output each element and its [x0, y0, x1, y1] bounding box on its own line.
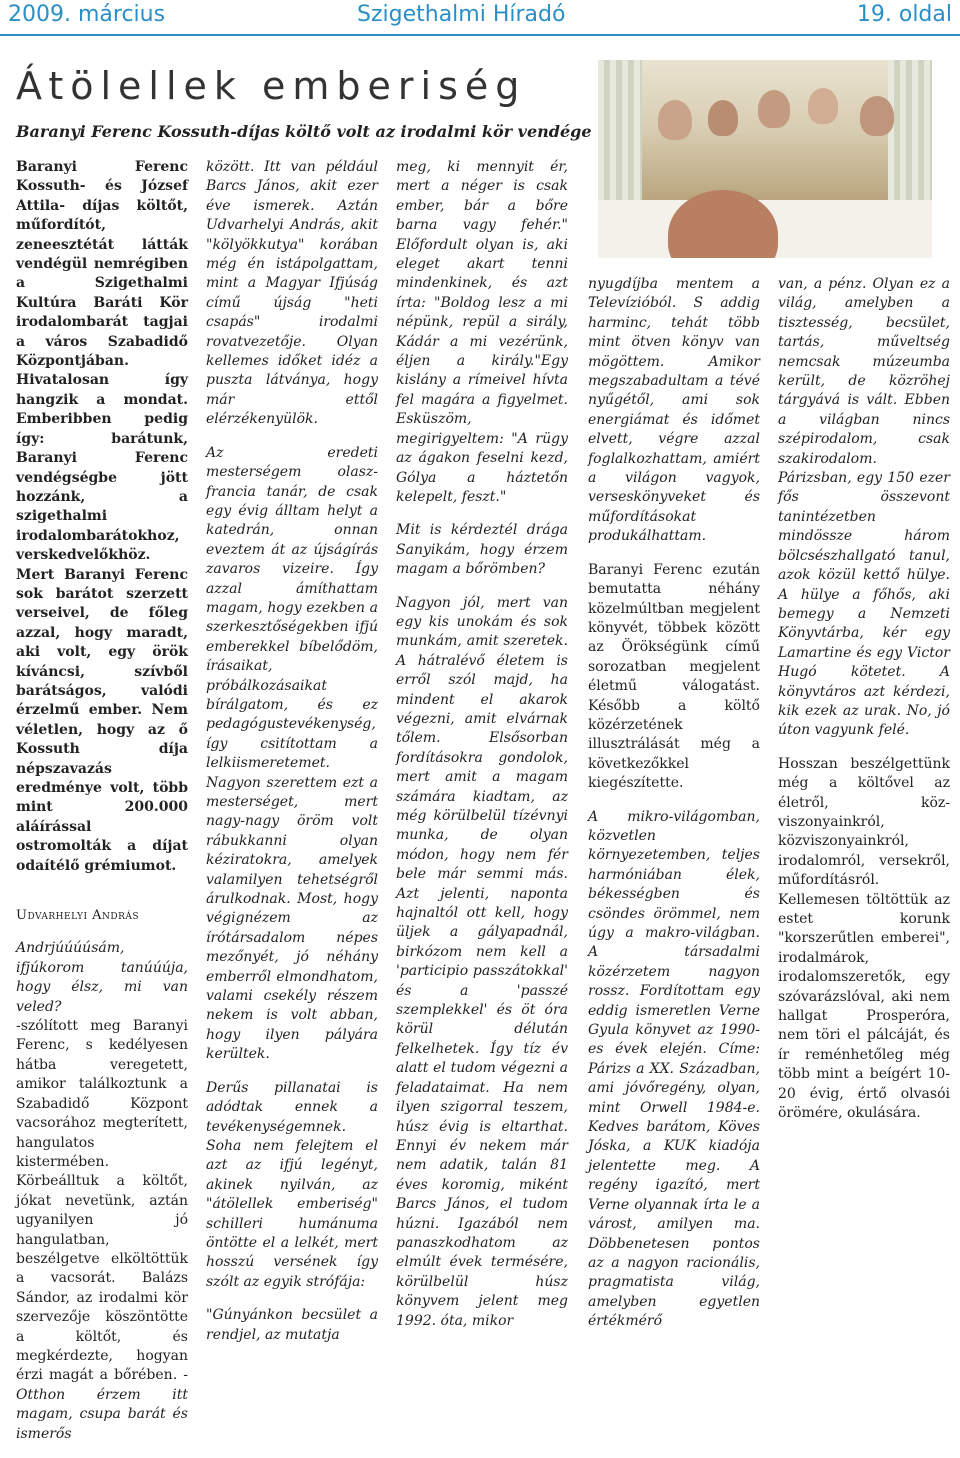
column-2	[206, 158, 378, 1359]
article-headline: Átölellek emberiség	[16, 64, 527, 108]
col2-paragraph-2: Az eredeti mesterségem olasz-francia tanár, de csak egy évig álltam helyt a katedrán, onnan eveztem át az újságírás zavaros vizeire. Így azzal ámíthattam magam, hogy ezekben a szerkesztőségekben ifjú emberekkel bíbelődöm, írásaikat, próbálkozásaikat bírálgatom, és ez pedagógustevékenység, így csitítottam a lelkiismeretemet. Nagyon szerettem ezt a mesterséget, mert nagy-nagy öröm volt rábukkanni olyan kéziratokra, amelyek valamilyen tehetségről árulkodnak. Most, hogy végignézem az írótársadalom népes mezőnyét, jó néhány emberről elmondhatom, valami csekély részem nekem is volt abban, hogy ilyen pályára kerültek.	[206, 444, 378, 1063]
col4-paragraph-3: A mikro-világomban, közvetlen környezetemben, teljes harmóniában élek, békességben és csöndes örömmel, nem úgy a makro-világban. A társadalmi közérzetem nagyon rossz. Fordítottam egy eddig ismeretlen Verne Gyula könyvet az 1990-es évek elején. Címe: Párizs a XX. Században, ami jóvőregény, olyan, mint Orwell 1984-e. Kedves barátom, Köves Jóska, a KUK kiadója jelentette meg. A regény igazító, mert Verne olyannak írta le a várost, amilyen ma. Döbbenetesen pontos az a nagyon racionális, pragmatista világ, amelyben egyetlen értékmérő	[588, 808, 760, 1330]
col2-paragraph-3: Derűs pillanatai is adódtak ennek a tevékenységemnek. Soha nem felejtem el azt az ifjú legényt, akinek nyilván, az "átölellek emberiség" schilleri humánuma öntötte el a lelkét, mert hosszú versének így szólt az egyik strófája:	[206, 1079, 378, 1290]
issue-date: 2009. március	[8, 2, 166, 27]
page-number: 19. oldal	[856, 2, 952, 27]
author-byline: Udvarhelyi András	[16, 908, 140, 924]
col2-paragraph-1: között. Itt van például Barcs János, akit ezer éve ismerek. Aztán Udvarhelyi András, akit "kölyökkutya" korában még én istápolgattam, mint a Magyar Ifjúság című újság "heti csapás" irodalmi rovatvezetője. Olyan kellemes időket idéz a puszta látványa, hogy már ettől elérzékenyülök.	[206, 159, 378, 428]
masthead	[0, 0, 960, 32]
col4-paragraph-2: Baranyi Ferenc ezután bemutatta néhány közelmúltban megjelent könyvét, többek között az Örökségünk című sorozatban megjelent életmű válogatást. Később a költő közérzetének illusztrálását még a következőkkel kiegészítette.	[588, 561, 760, 792]
publication-title: Szigethalmi Híradó	[357, 2, 566, 27]
column-1	[16, 158, 188, 1458]
column-4	[588, 275, 760, 1346]
col3-paragraph-2: Mit is kérdeztél drága Sanyikám, hogy érzem magam a bőrömben?	[396, 522, 568, 578]
lead-paragraph: Baranyi Ferenc Kossuth- és József Attila- díjas költőt, műfordítót, zeneesztétát látták vendégül nemrégiben a Szigethalmi Kultúra Baráti Kör irodalombarát tagjai a város Szabadidő Központjában. Hivatalosan így hangzik a mondat. Emberibben pedig így: barátunk, Baranyi Ferenc vendégségbe jött hozzánk, a szigethalmi irodalombarátokhoz, verskedvelőkhöz. Mert Baranyi Ferenc sok barátot szerzett verseivel, de főleg azzal, hogy maradt, aki volt, egy örök kíváncsi, szívből barátságos, valódi érzelmű ember. Nem véletlen, hogy az ő Kossuth díja népszavazás eredménye volt, több mint 200.000 aláírással ostromolták a díjat odaítélő grémiumot.	[16, 159, 188, 874]
group-photo-icon	[598, 60, 932, 258]
col1-text-body: -szólított meg Baranyi Ferenc, s kedélyesen hátba veregetett, amikor találkoztunk a Szabadidő Központ vacsorához megterített, hangulatos kistermében. Körbeálltuk a költőt, jókat nevetünk, aztán ugyanilyen jó hangulatban, beszélgetve elköltöttük a vacsorát. Balázs Sándor, az irodalmi kör szervezője köszöntötte a költőt, és megkérdezte, hogyan érzi magát a bőrében. -	[16, 1018, 188, 1384]
person-1	[658, 100, 692, 140]
column-5	[778, 275, 950, 1137]
col5-paragraph-1: van, a pénz. Olyan ez a világ, amelyben a tisztesség, becsület, tartás, műveltség nemcsak múzeumba került, de közröhej tárgyává is vált. Ebben a világban nincs szépirodalom, csak szakirodalom. Párizsban, egy 150 ezer fős összevont tanintézetben mindössze három bölcsészhallgató tanul, azok közül kettő hülye. A hülye a főhős, aki bemegy a Nemzeti Könyvtárba, kér egy Lamartine és egy Victor Hugó kötetet. A könyvtáros azt kérdezi, kik ezek az urak. No, jó úton vagyunk felé.	[778, 276, 950, 739]
masthead-rule	[0, 34, 960, 36]
col3-paragraph-3: Nagyon jól, mert van egy kis unokám és sok munkám, amit szeretek. A hátralévő életem is erről szól majd, ha mindent el akarok végezni, amit elvárnak tőlem. Elsősorban fordításokra gondolok, mert amit a magam számára kiadtam, az még körülbelül tízévnyi munka, de olyan módon, hogy nem fér bele már semmi más. Azt jelenti, naponta hajnaltól ott kell, hogy üljek a gályapadnál, birkózom nem kell a 'participio passzátokkal' és a 'passzé szemplekkel' és öt óra körül délután felkelhetek. Így tíz év alatt el tudom végezni a feladataimat. Ha nem ilyen szigorral teszem, húsz évig is eltarthat. Ennyi év nekem már nem adatik, talán 81 éves koromig, miként Barcs János, el tudom húzni. Igazából nem panaszkodhatom az elmúlt évek termésére, körülbelül húsz könyvem jelent meg 1992. óta, mikor	[396, 594, 568, 1329]
person-4	[808, 88, 838, 124]
col2-paragraph-4: "Gúnyánkon becsület a rendjel, az mutatja	[206, 1307, 378, 1343]
person-2	[708, 100, 738, 136]
person-5	[860, 96, 894, 136]
col5-paragraph-2: Hosszan beszélgettünk még a költővel az életről, köz-viszonyainkról, közviszonyainkról, irodalomról, versekről, műfordításról. Kellemesen töltöttük az estet korunk "korszerűtlen emberei", irodalmárok, irodalomszeretők, egy szóvarázslóval, aki nem hallgat Prosperóra, nem töri el pálcáját, és ír reménhetőleg még több mint a beígért 10-20 évig, értő olvasói örömére, okulására.	[778, 755, 950, 1122]
col3-paragraph-1: meg, ki mennyit ér, mert a néger is csak ember, bár a bőre barna vagy fehér." Előfordult olyan is, aki eleget akart tenni mindenkinek, és azt írta: "Boldog lesz a mi népünk, repül a sirály, Kádár a mi vezérünk, éljen a király."Egy kislány a rímeivel hívta fel magára a figyelmet. Esküszöm, megirigyeltem: "A rügy az ágakon feselni kezd, Gólya a háztetőn kelepelt, feszt."	[396, 159, 568, 505]
article-subtitle: Baranyi Ferenc Kossuth-díjas költő volt az irodalmi kör vendége	[16, 122, 592, 141]
col1-tail: Otthon érzem itt magam, csupa barát és ismerős	[16, 1386, 188, 1442]
col1-quote: Andrjúúúúsám, ifjúkorom tanúúúja, hogy élsz, mi van veled?	[16, 940, 188, 1015]
column-3	[396, 158, 568, 1345]
col4-paragraph-1: nyugdíjba mentem a Televízióból. S addig harminc, tehát több mint ötven könyv van mögöttem. Amikor megszabadultam a tévé nyűgétől, ami sok energiámat és időmet elvett, végre azzal foglalkozhattam, amiért a világon vagyok, verseskönyveket és műfordításokat produkálhattam.	[588, 276, 760, 545]
person-3	[758, 90, 790, 128]
